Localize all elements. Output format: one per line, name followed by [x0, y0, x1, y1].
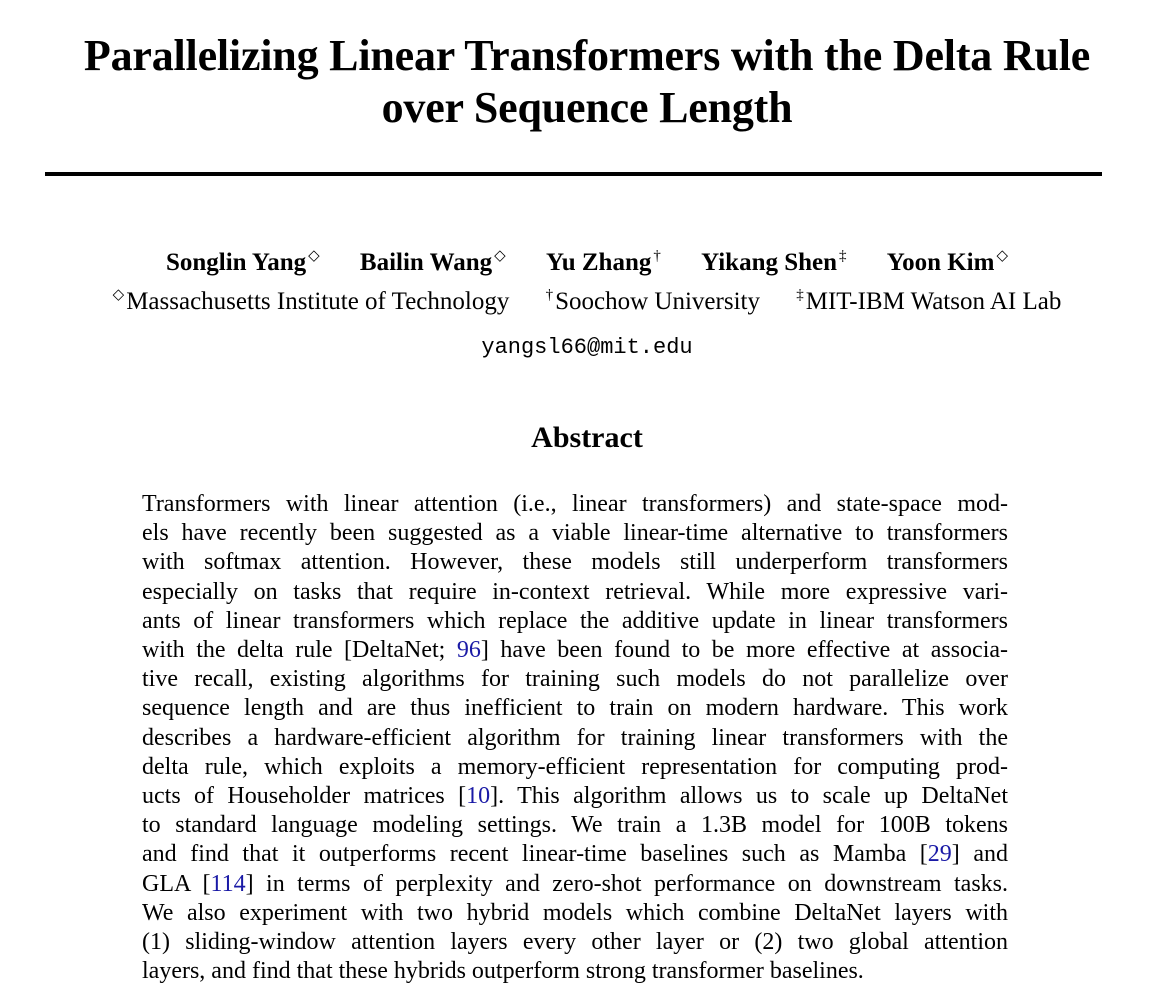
abstract-text: GLA [ — [142, 870, 211, 897]
affiliation-mark: † — [545, 287, 554, 303]
affiliation-list — [0, 285, 1174, 319]
abstract-text: Transformers with linear attention (i.e., linear transformers) and state-space mod- — [142, 491, 1008, 517]
abstract-line — [142, 665, 1008, 694]
abstract-text: ucts of Householder matrices [ — [142, 783, 467, 810]
title-line-2: over Sequence Length — [381, 83, 793, 132]
abstract-line — [142, 957, 1008, 986]
author — [887, 246, 1008, 280]
affiliation-mark: ◇ — [494, 248, 506, 264]
abstract-heading: Abstract — [531, 421, 643, 454]
author — [546, 246, 661, 280]
affiliation-mark: ◇ — [112, 287, 125, 303]
abstract-text: and find that it outperforms recent linear-time baselines such as Mamba [ — [142, 841, 928, 868]
author — [360, 246, 506, 280]
citation-link[interactable]: 96 — [456, 637, 481, 664]
affiliation-mark: ◇ — [308, 248, 320, 264]
abstract-text: tive recall, existing algorithms for training such models do not parallelize over — [142, 666, 1008, 693]
abstract-text: delta rule, which exploits a memory-efficient representation for computing prod- — [142, 753, 1008, 780]
abstract-text: sequence length and are thus inefficient to train on modern hardware. This work — [142, 695, 1008, 722]
citation-link[interactable]: 29 — [927, 841, 952, 868]
affiliation-name: Massachusetts Institute of Technology — [126, 288, 510, 315]
affiliation — [113, 285, 510, 319]
paper-title — [0, 30, 1174, 134]
author-list — [0, 246, 1174, 280]
abstract-line — [142, 811, 1008, 840]
citation-link[interactable]: 10 — [466, 783, 491, 810]
affiliation-mark: † — [653, 248, 661, 264]
abstract-line — [142, 607, 1008, 636]
author-name: Songlin Yang — [165, 249, 307, 276]
affiliation-mark: ◇ — [996, 248, 1008, 264]
author-name: Yu Zhang — [545, 249, 652, 276]
author — [701, 246, 846, 280]
citation-link[interactable]: 114 — [210, 870, 246, 897]
abstract-text: (1) sliding-window attention layers every other layer or (2) two global attention — [142, 929, 1008, 956]
abstract-line — [142, 519, 1008, 548]
abstract-text: ]. This algorithm allows us to scale up DeltaNet — [490, 783, 1008, 810]
contact-email: yangsl66@mit.edu — [481, 335, 693, 360]
abstract-text: ] in terms of perplexity and zero-shot performance on downstream tasks. — [245, 870, 1009, 897]
affiliation-name: Soochow University — [555, 288, 760, 315]
abstract-line — [142, 840, 1008, 869]
abstract-text: with softmax attention. However, these models still underperform transformers — [142, 549, 1008, 576]
abstract-text: We also experiment with two hybrid models which combine DeltaNet layers with — [142, 899, 1008, 926]
abstract-line — [142, 490, 1008, 519]
abstract-text: ] have been found to be more effective at associa- — [480, 637, 1009, 664]
abstract-line — [142, 870, 1008, 899]
abstract-line — [142, 753, 1008, 782]
abstract-text: ] and — [951, 841, 1008, 868]
abstract-line — [142, 899, 1008, 928]
affiliation-mark: ‡ — [839, 248, 847, 264]
abstract-line — [142, 548, 1008, 577]
abstract-text: describes a hardware-efficient algorithm for training linear transformers with the — [142, 724, 1008, 751]
abstract-line — [142, 724, 1008, 753]
abstract-text: layers, and find that these hybrids outperform strong transformer baselines. — [142, 958, 864, 985]
affiliation — [546, 285, 760, 319]
author — [166, 246, 320, 280]
abstract-text: els have recently been suggested as a viable linear-time alternative to transformers — [142, 520, 1008, 547]
abstract-body — [142, 490, 1008, 986]
abstract-text: to standard language modeling settings. We train a 1.3B model for 100B tokens — [142, 812, 1008, 839]
author-name: Bailin Wang — [359, 249, 493, 276]
author-name: Yikang Shen — [701, 249, 838, 276]
abstract-line — [142, 578, 1008, 607]
author-name: Yoon Kim — [886, 249, 995, 276]
affiliation-mark: ‡ — [796, 287, 804, 303]
abstract-text: ants of linear transformers which replace the additive update in linear transformers — [142, 607, 1008, 634]
abstract-line — [142, 782, 1008, 811]
abstract-line — [142, 636, 1008, 665]
abstract-text: with the delta rule [DeltaNet; — [142, 637, 457, 664]
abstract-line — [142, 694, 1008, 723]
affiliation-name: MIT-IBM Watson AI Lab — [805, 288, 1062, 315]
title-line-1: Parallelizing Linear Transformers with the Delta Rule — [83, 31, 1091, 80]
title-rule — [45, 172, 1102, 176]
abstract-line — [142, 928, 1008, 957]
affiliation — [796, 285, 1061, 319]
abstract-text: especially on tasks that require in-context retrieval. While more expressive vari- — [142, 578, 1008, 605]
